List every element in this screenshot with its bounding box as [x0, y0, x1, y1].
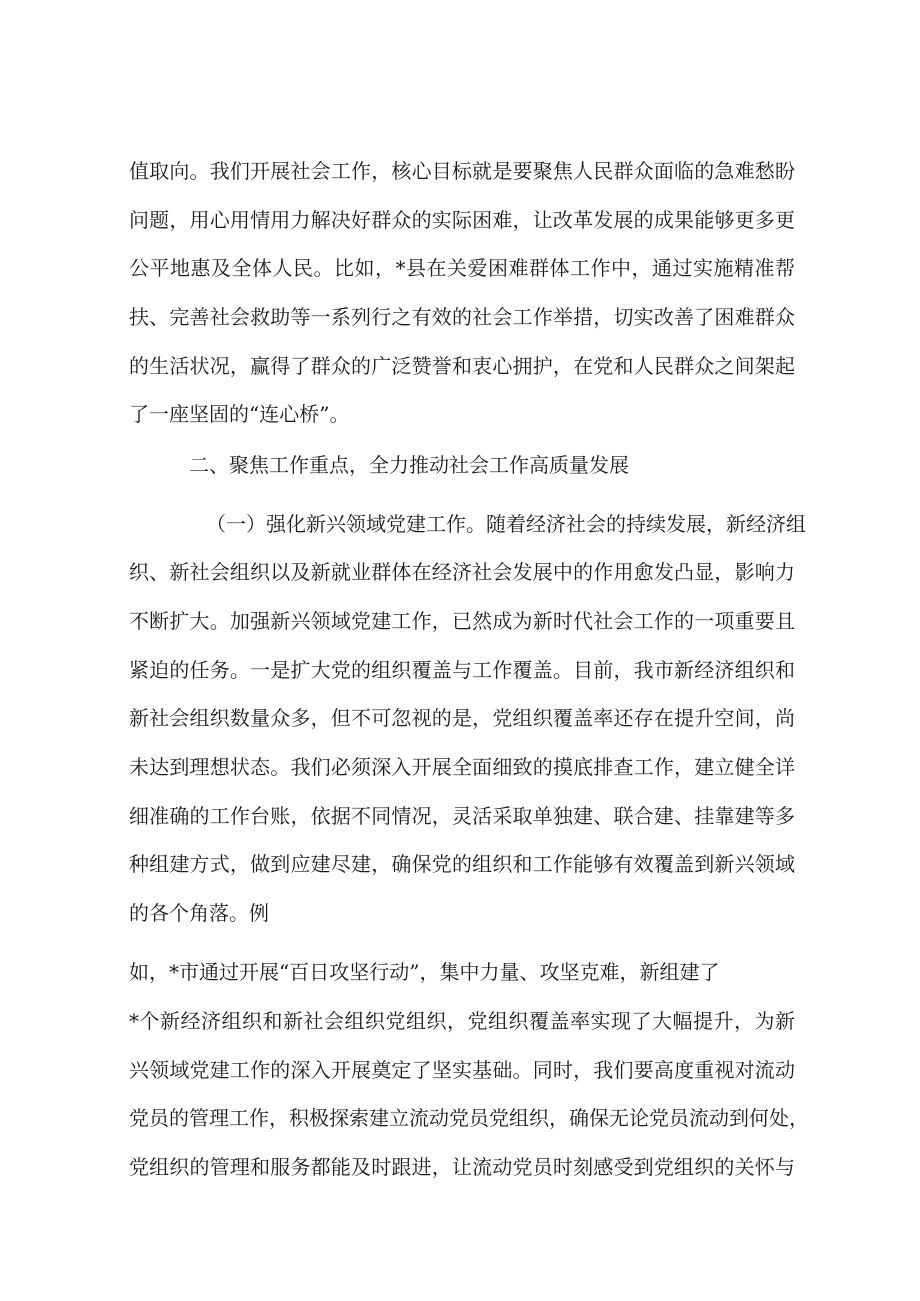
paragraph-line: 的各个角落。例	[129, 901, 269, 925]
paragraph-line: 未达到理想状态。我们必须深入开展全面细致的摸底排查工作，建立健全详	[129, 755, 795, 779]
paragraph-line: 问题，用心用情用力解决好群众的实际困难，让改革发展的成果能够更多更	[129, 208, 795, 232]
paragraph-line: 了一座坚固的“连心桥”。	[129, 402, 350, 426]
paragraph-line: 的生活状况，赢得了群众的广泛赞誉和衷心拥护，在党和人民群众之间架起	[129, 354, 795, 378]
paragraph-line: 紧迫的任务。一是扩大党的组织覆盖与工作覆盖。目前，我市新经济组织和	[129, 658, 795, 682]
paragraph-line: 党员的管理工作，积极探索建立流动党员党组织，确保无论党员流动到何处，	[129, 1106, 809, 1130]
paragraph-line: 如，*市通过开展“百日攻坚行动”，集中力量、攻坚克难，新组建了	[129, 960, 720, 984]
paragraph-line: 不断扩大。加强新兴领域党建工作，已然成为新时代社会工作的一项重要且	[129, 609, 795, 633]
paragraph-line: 兴领域党建工作的深入开展奠定了坚实基础。同时，我们要高度重视对流动	[129, 1058, 795, 1082]
paragraph-line: 公平地惠及全体人民。比如，*县在关爱困难群体工作中，通过实施精准帮	[129, 256, 795, 280]
paragraph-line: 织、新社会组织以及新就业群体在经济社会发展中的作用愈发凸显，影响力	[129, 560, 795, 584]
paragraph-line: （一）强化新兴领域党建工作。随着经济社会的持续发展，新经济组	[206, 512, 806, 536]
paragraph-line: 扶、完善社会救助等一系列行之有效的社会工作举措，切实改善了困难群众	[129, 305, 795, 329]
paragraph-line: 种组建方式，做到应建尽建，确保党的组织和工作能够有效覆盖到新兴领域	[129, 852, 795, 876]
paragraph-line: 细准确的工作台账，依据不同情况，灵活采取单独建、联合建、挂靠建等多	[129, 804, 795, 828]
paragraph-line: 值取向。我们开展社会工作，核心目标就是要聚焦人民群众面临的急难愁盼	[129, 159, 795, 183]
paragraph-line: 新社会组织数量众多，但不可忽视的是，党组织覆盖率还存在提升空间，尚	[129, 706, 795, 730]
paragraph-line: *个新经济组织和新社会组织党组织，党组织覆盖率实现了大幅提升，为新	[129, 1009, 795, 1033]
section-heading: 二、聚焦工作重点，全力推动社会工作高质量发展	[189, 453, 629, 477]
paragraph-line: 党组织的管理和服务都能及时跟进，让流动党员时刻感受到党组织的关怀与	[129, 1155, 795, 1179]
